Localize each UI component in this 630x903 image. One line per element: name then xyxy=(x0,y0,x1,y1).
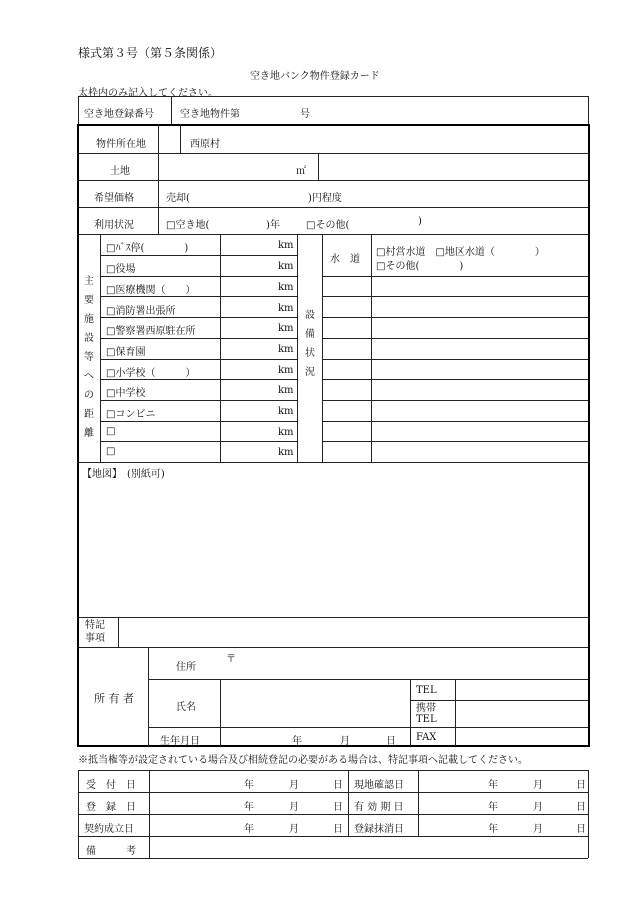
date-day: 日 xyxy=(333,802,343,813)
distance-item-junior-high[interactable]: □中学校 xyxy=(106,388,146,399)
water-option-other[interactable]: □その他( ) xyxy=(376,261,464,272)
date-year: 年 xyxy=(488,780,498,791)
registration-number-prefix: 空き地物件第 xyxy=(180,109,240,120)
date-day: 日 xyxy=(576,824,586,835)
date-day: 日 xyxy=(333,780,343,791)
distance-unit: km xyxy=(278,427,294,438)
date-month: 月 xyxy=(289,780,299,791)
price-suffix: )円程度 xyxy=(308,193,342,204)
distance-unit: km xyxy=(278,385,294,396)
distance-item-town-hall[interactable]: □役場 xyxy=(106,264,136,275)
distance-unit: km xyxy=(278,406,294,417)
date-year: 年 xyxy=(488,802,498,813)
owner-birth-label: 生年月日 xyxy=(160,736,200,747)
admin-remarks-label: 備 考 xyxy=(86,846,136,857)
land-unit: ㎡ xyxy=(296,166,306,177)
date-year: 年 xyxy=(244,780,254,791)
date-day: 日 xyxy=(333,824,343,835)
distance-item-fire-station[interactable]: □消防署出張所 xyxy=(106,306,176,317)
distance-item-police[interactable]: □警察署西原駐在所 xyxy=(106,326,196,337)
owner-name-label: 氏名 xyxy=(176,702,196,713)
owner-birth-year: 年 xyxy=(292,736,302,747)
water-label: 水 道 xyxy=(330,254,360,265)
special-notes-field[interactable] xyxy=(120,619,586,646)
distance-item-bus[interactable]: □ﾊﾞｽ停( ) xyxy=(106,243,189,254)
admin-contract-label: 契約成立日 xyxy=(84,824,134,835)
date-year: 年 xyxy=(244,802,254,813)
distance-unit: km xyxy=(278,323,294,334)
owner-label: 所 有 者 xyxy=(94,692,134,705)
usage-other-suffix: ) xyxy=(418,216,422,227)
owner-tel-field[interactable] xyxy=(457,681,586,699)
distance-item-medical[interactable]: □医療機関（ ） xyxy=(106,285,196,296)
owner-postal-mark: 〒 xyxy=(226,654,236,665)
owner-birth-day: 日 xyxy=(386,736,396,747)
date-year: 年 xyxy=(244,824,254,835)
date-year: 年 xyxy=(488,824,498,835)
owner-birth-month: 月 xyxy=(340,736,350,747)
usage-other-checkbox[interactable]: □その他( xyxy=(306,220,350,231)
distance-unit: km xyxy=(278,344,294,355)
owner-mobile-field[interactable] xyxy=(457,702,586,726)
distance-section-label: 主要施設等への距離 xyxy=(84,276,94,439)
land-label: 土地 xyxy=(110,166,130,177)
admin-registered-label: 登 録 日 xyxy=(86,802,136,813)
facilities-section-label: 設備状況 xyxy=(305,310,315,378)
distance-item-other-2[interactable]: □ xyxy=(106,446,116,457)
date-month: 月 xyxy=(533,824,543,835)
map-label: 【地図】 (別紙可) xyxy=(82,469,165,480)
date-day: 日 xyxy=(576,802,586,813)
distance-unit: km xyxy=(278,303,294,314)
date-day: 日 xyxy=(576,780,586,791)
notice-text: ※抵当権等が設定されている場合及び相続登記の必要がある場合は、特記事項へ記載してください。 xyxy=(78,755,528,766)
distance-item-nursery[interactable]: □保育園 xyxy=(106,347,146,358)
admin-deregistered-label: 登録抹消日 xyxy=(354,824,404,835)
location-label: 物件所在地 xyxy=(96,139,146,150)
registration-number-suffix: 号 xyxy=(300,109,310,120)
owner-name-field[interactable] xyxy=(222,681,408,726)
usage-vacant-checkbox[interactable]: □空き地( xyxy=(166,220,210,231)
registration-number-label: 空き地登録番号 xyxy=(84,109,154,120)
admin-received-label: 受 付 日 xyxy=(86,780,136,791)
special-notes-label: 特記事項 xyxy=(85,620,105,644)
owner-address-field[interactable] xyxy=(222,660,586,678)
owner-fax-label: FAX xyxy=(416,732,437,743)
distance-item-other-1[interactable]: □ xyxy=(106,426,116,437)
form-number: 様式第３号（第５条関係） xyxy=(78,46,223,60)
distance-item-elementary[interactable]: □小学校（ ） xyxy=(106,368,196,379)
location-value: 西原村 xyxy=(190,139,220,150)
owner-address-label: 住所 xyxy=(176,662,196,673)
page-title: 空き地バンク物件登録カード xyxy=(250,71,380,82)
date-month: 月 xyxy=(289,824,299,835)
distance-unit: km xyxy=(278,261,294,272)
distance-unit: km xyxy=(278,447,294,458)
price-label: 希望価格 xyxy=(94,193,134,204)
admin-expiry-label: 有 効 期 日 xyxy=(354,802,404,813)
distance-unit: km xyxy=(278,240,294,251)
owner-mobile-label: 携帯TEL xyxy=(416,703,437,725)
usage-label: 利用状況 xyxy=(94,220,134,231)
price-prefix: 売却( xyxy=(166,193,190,204)
usage-vacant-suffix: )年 xyxy=(266,220,280,231)
owner-tel-label: TEL xyxy=(416,685,437,696)
admin-site-check-label: 現地確認日 xyxy=(354,780,404,791)
map-area[interactable] xyxy=(80,478,586,616)
date-month: 月 xyxy=(533,802,543,813)
instruction-text: 太枠内のみ記入してください。 xyxy=(78,88,218,99)
distance-unit: km xyxy=(278,282,294,293)
date-month: 月 xyxy=(289,802,299,813)
water-option-municipal[interactable]: □村営水道 □地区水道（ ） xyxy=(376,247,545,258)
distance-item-convenience[interactable]: □コンビニ xyxy=(106,409,156,420)
distance-unit: km xyxy=(278,365,294,376)
date-month: 月 xyxy=(533,780,543,791)
